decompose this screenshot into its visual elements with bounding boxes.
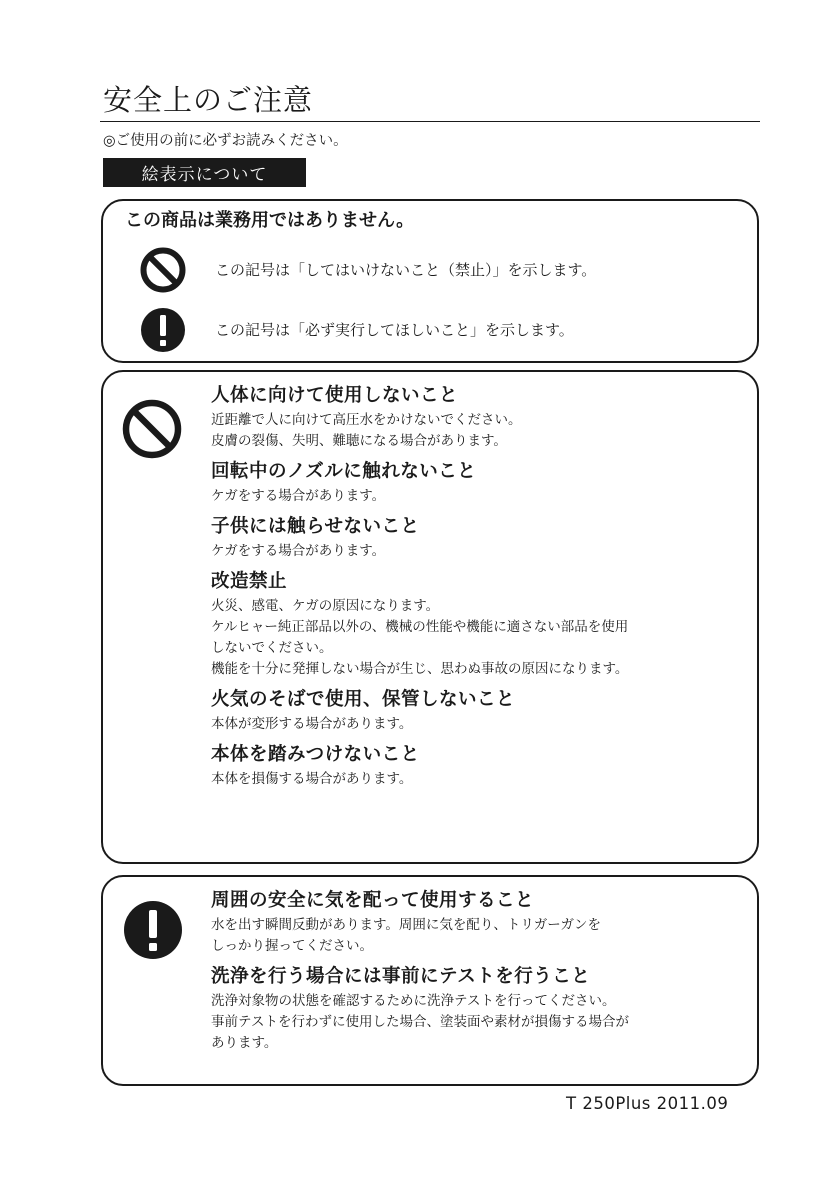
warning-description: 機能を十分に発揮しない場合が生じ、思わぬ事故の原因になります。: [211, 661, 629, 677]
legend-mandatory-text: この記号は「必ず実行してほしいこと」を示します。: [215, 321, 574, 339]
warning-item: [211, 382, 731, 452]
prohibited-list: [211, 382, 731, 796]
warning-description: しっかり握ってください。: [211, 938, 373, 954]
warning-description: 洗浄対象物の状態を確認するために洗浄テストを行ってください。: [211, 993, 616, 1009]
prohibited-icon: [139, 246, 187, 294]
title-divider: [100, 121, 760, 122]
warning-title: 本体を踏みつけないこと: [211, 744, 420, 765]
warning-item: [211, 686, 731, 735]
warning-title: 人体に向けて使用しないこと: [211, 385, 459, 406]
warning-description: ケガをする場合があります。: [211, 488, 386, 504]
warning-description: しないでください。: [211, 640, 333, 656]
legend-prohibited-text: この記号は「してはいけないこと（禁止）」を示します。: [215, 261, 597, 279]
warning-description: 本体が変形する場合があります。: [211, 716, 413, 732]
warning-description: 近距離で人に向けて高圧水をかけないでください。: [211, 412, 522, 428]
warning-description: 皮膚の裂傷、失明、難聴になる場合があります。: [211, 433, 507, 449]
warning-description: あります。: [211, 1035, 278, 1051]
warning-description: ケガをする場合があります。: [211, 543, 386, 559]
warning-item: [211, 458, 731, 507]
warning-title: 回転中のノズルに触れないこと: [211, 461, 477, 482]
legend-box: [101, 199, 759, 363]
warning-title: 改造禁止: [211, 571, 288, 592]
warning-description: 本体を損傷する場合があります。: [211, 771, 413, 787]
mandatory-list: [211, 887, 731, 1060]
warning-item: [211, 568, 731, 680]
warning-item: [211, 741, 731, 790]
prohibited-box: [101, 370, 759, 864]
version-label: T 250Plus 2011.09: [566, 1094, 729, 1113]
warning-description: 水を出す瞬間反動があります。周囲に気を配り、トリガーガンを: [211, 917, 602, 933]
legend-heading: この商品は業務用ではありません。: [125, 210, 415, 231]
legend-row-mandatory: [139, 306, 574, 354]
page-title: 安全上のご注意: [103, 83, 314, 117]
warning-title: 火気のそばで使用、保管しないこと: [211, 689, 516, 710]
mandatory-box: [101, 875, 759, 1086]
prohibited-icon: [121, 398, 183, 460]
section-tab: 絵表示について: [103, 158, 306, 187]
intro-note: ◎ご使用の前に必ずお読みください。: [103, 133, 348, 149]
warning-item: [211, 963, 731, 1054]
warning-description: 事前テストを行わずに使用した場合、塗装面や素材が損傷する場合が: [211, 1014, 629, 1030]
warning-item: [211, 513, 731, 562]
warning-title: 周囲の安全に気を配って使用すること: [211, 890, 535, 911]
warning-description: ケルヒャー純正部品以外の、機械の性能や機能に適さない部品を使用: [211, 619, 629, 635]
legend-row-prohibited: [139, 246, 596, 294]
warning-description: 火災、感電、ケガの原因になります。: [211, 598, 440, 614]
mandatory-exclamation-icon: [139, 306, 187, 354]
mandatory-exclamation-icon: [122, 899, 184, 961]
warning-title: 子供には触らせないこと: [211, 516, 420, 537]
warning-item: [211, 887, 731, 957]
warning-title: 洗浄を行う場合には事前にテストを行うこと: [211, 966, 591, 987]
